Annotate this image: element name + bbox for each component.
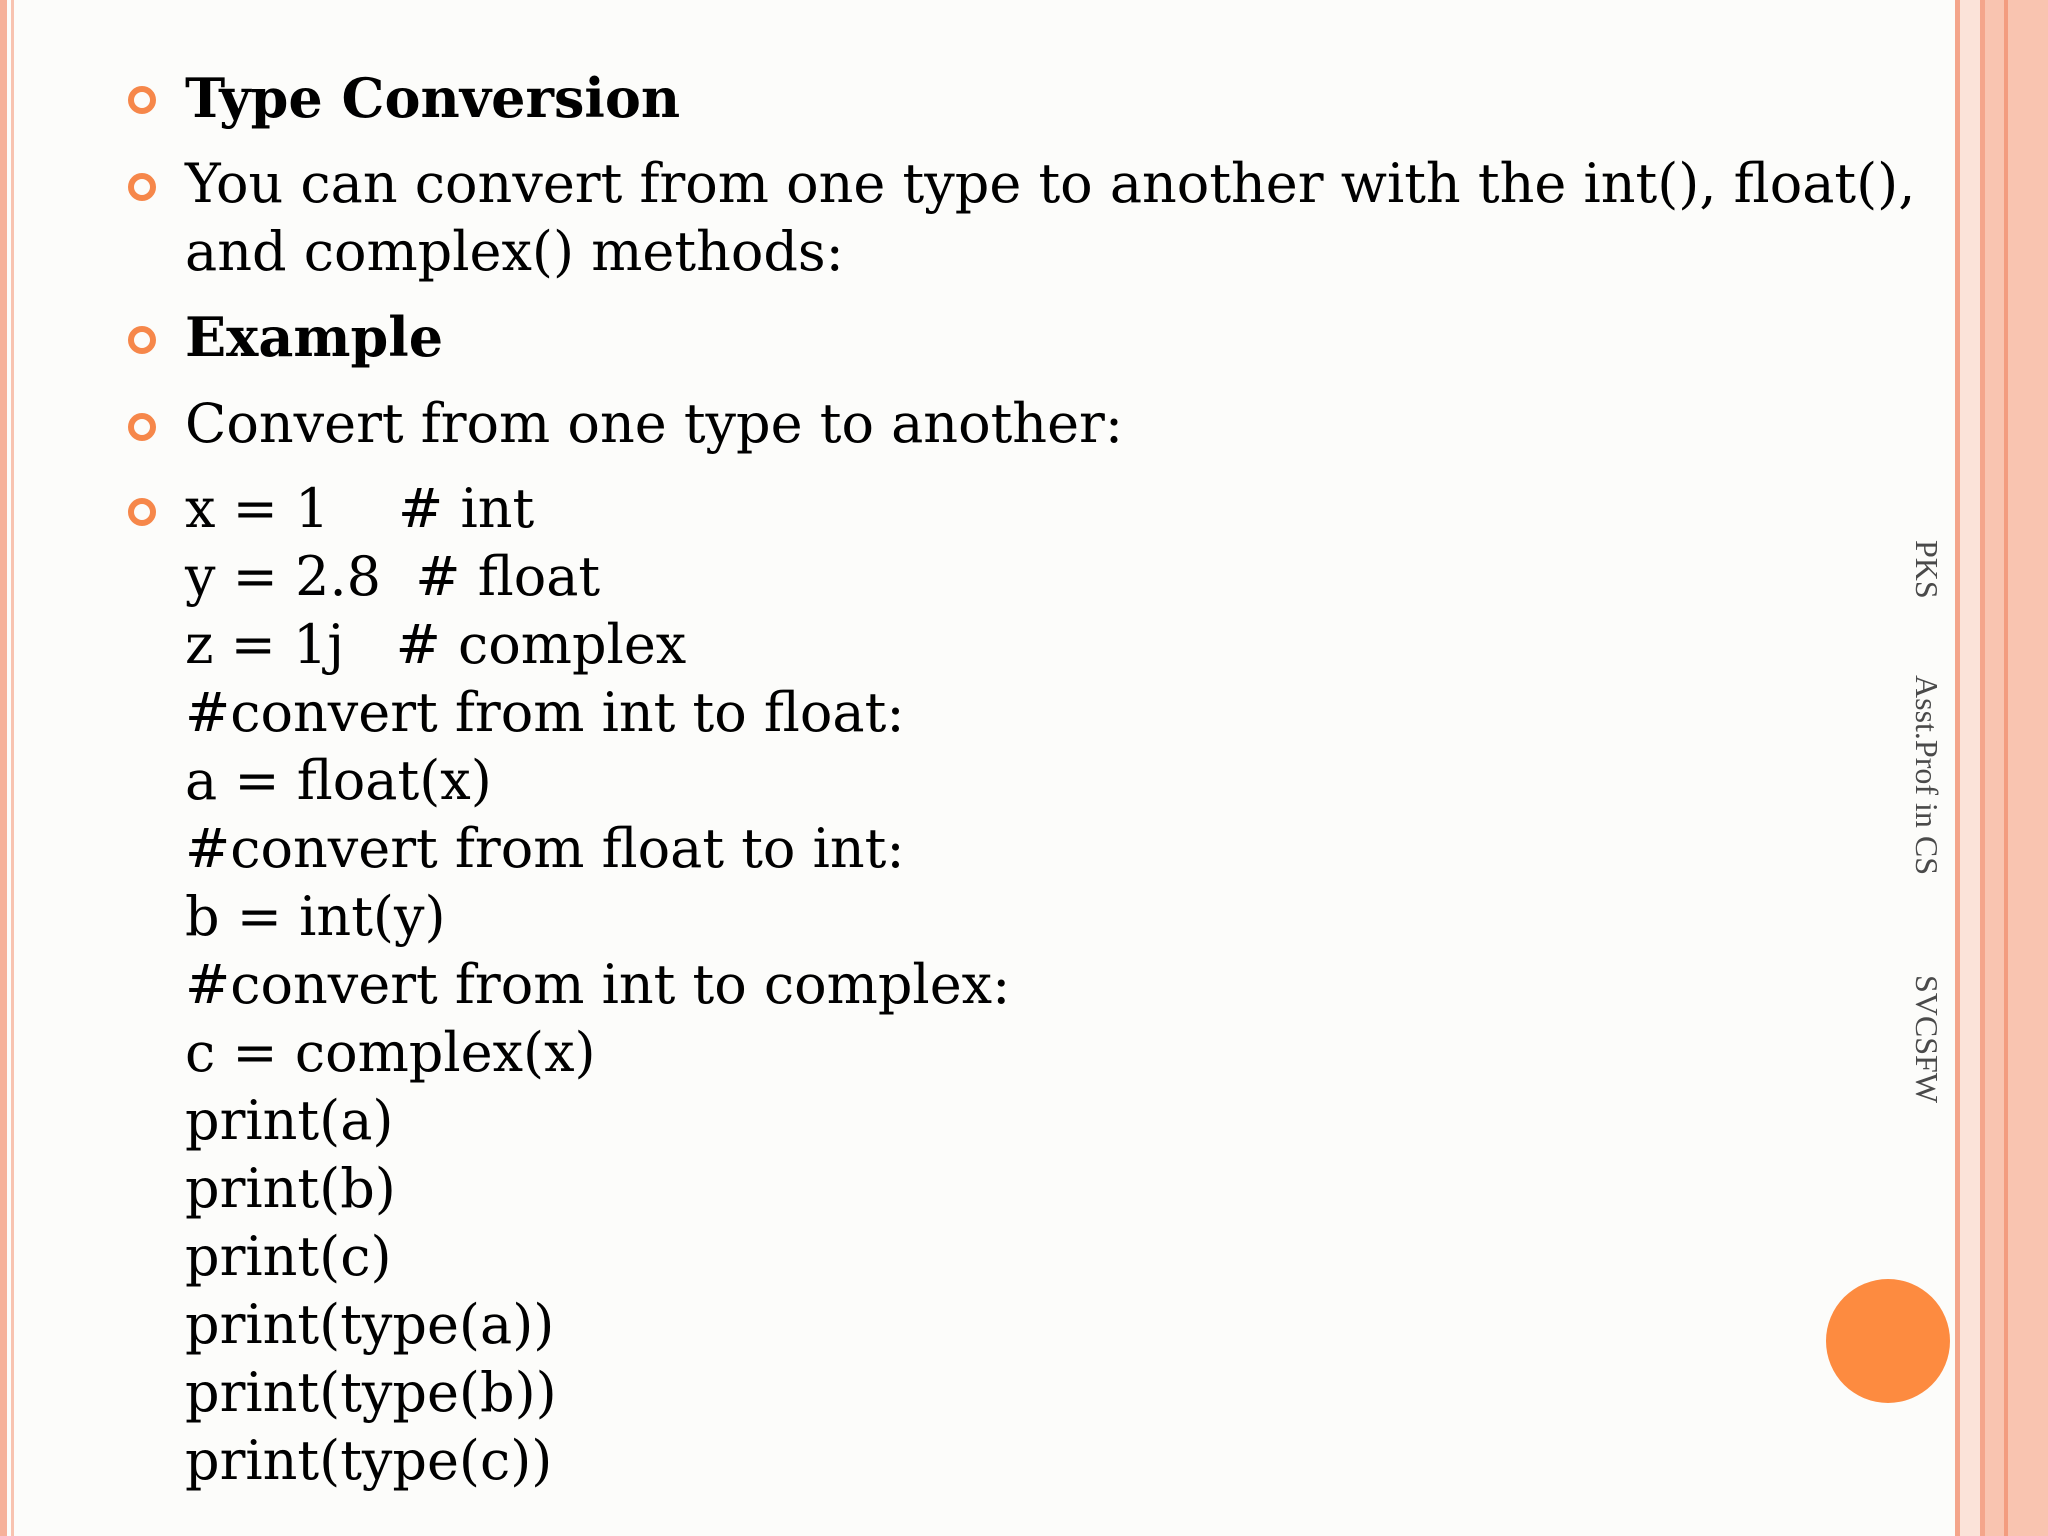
bullet-circle-icon <box>126 411 156 441</box>
code-line: b = int(y) <box>185 885 446 948</box>
left-border-stripe-inner <box>11 0 14 1536</box>
code-line: print(b) <box>185 1157 396 1220</box>
code-line: print(c) <box>185 1225 392 1288</box>
convert-intro: Convert from one type to another: <box>185 392 1124 455</box>
code-line: print(type(c)) <box>185 1429 553 1492</box>
code-line: #convert from int to complex: <box>185 953 1011 1016</box>
bullet-circle-icon <box>126 84 156 114</box>
bullet-circle-icon <box>126 171 156 201</box>
footer-author: PKS <box>1909 540 1945 599</box>
code-line: #convert from float to int: <box>185 817 905 880</box>
code-line: print(a) <box>185 1089 394 1152</box>
code-line: a = float(x) <box>185 749 492 812</box>
code-line: print(type(a)) <box>185 1293 555 1356</box>
bullet-circle-icon <box>126 496 156 526</box>
code-line: y = 2.8 # float <box>185 545 601 608</box>
bullet-circle-icon <box>126 324 156 354</box>
code-line: #convert from int to float: <box>185 681 905 744</box>
heading-example: Example <box>185 305 444 369</box>
footer-institution: SVCSFW <box>1909 975 1945 1104</box>
right-border-band <box>1960 0 1980 1536</box>
right-border-line-3 <box>2004 0 2008 1536</box>
decorative-orange-circle <box>1826 1279 1950 1403</box>
heading-type-conversion: Type Conversion <box>185 66 681 130</box>
code-line: c = complex(x) <box>185 1021 596 1084</box>
footer-role: Asst.Prof in CS <box>1909 675 1945 876</box>
vertical-footer <box>1905 540 1945 1140</box>
code-line: z = 1j # complex <box>185 613 687 676</box>
code-line: x = 1 # int <box>185 477 535 540</box>
code-line: print(type(b)) <box>185 1361 557 1424</box>
description-line-2: and complex() methods: <box>185 220 844 283</box>
left-border-stripe <box>0 0 7 1536</box>
description-line-1: You can convert from one type to another with the int(), float(), <box>185 152 1916 215</box>
right-border-band-2 <box>1985 0 2048 1536</box>
